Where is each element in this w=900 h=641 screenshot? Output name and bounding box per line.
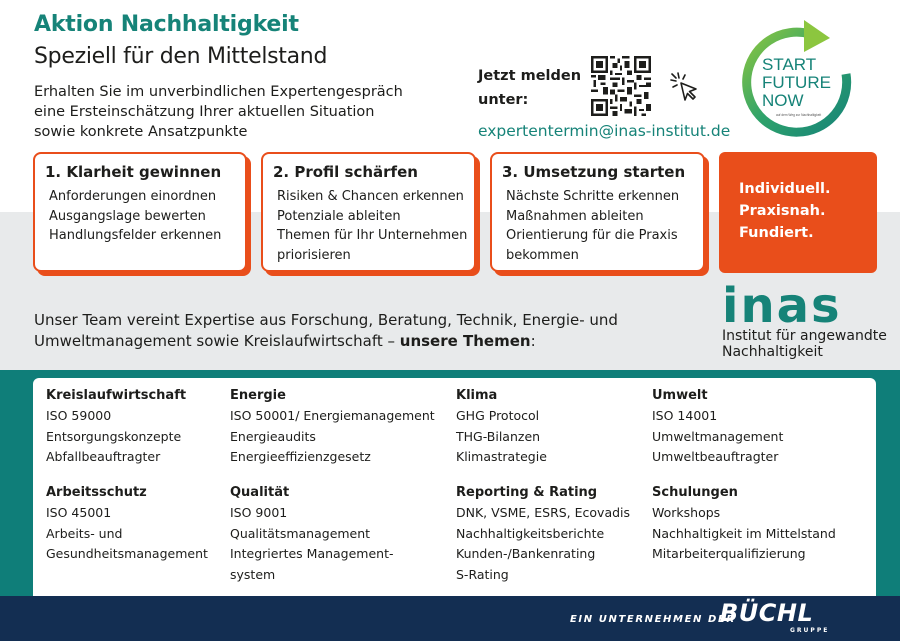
- footer-group: GRUPPE: [790, 627, 830, 634]
- topic-item: Mitarbeiterqualifizierung: [652, 546, 806, 561]
- topic-umwelt: [652, 386, 783, 468]
- intro-line: sowie konkrete Ansatzpunkte: [34, 124, 248, 140]
- team-line: [34, 331, 654, 352]
- topic-klima: [456, 386, 547, 468]
- inas-subline: Institut für angewandte: [722, 328, 887, 344]
- topic-item: ISO 59000: [46, 408, 112, 423]
- step-item: Ausgangslage bewerten: [49, 208, 206, 224]
- topic-title: Klima: [456, 388, 498, 403]
- topic-item: Klimastrategie: [456, 449, 547, 464]
- topic-qualitaet: [230, 483, 394, 585]
- team-line-prefix: Umweltmanagement sowie Kreislaufwirtschaft –: [34, 332, 400, 350]
- topic-kreislaufwirtschaft: [46, 386, 186, 468]
- footer-brand-logo: BÜCHL: [720, 599, 814, 627]
- topic-item: GHG Protocol: [456, 408, 540, 423]
- topic-item: system: [230, 566, 276, 582]
- topic-arbeitsschutz: [46, 483, 208, 565]
- inas-logo: [722, 278, 887, 360]
- qr-code-icon[interactable]: [591, 56, 651, 116]
- logo-line: START: [762, 55, 817, 74]
- step-item: priorisieren: [277, 247, 351, 263]
- step-card-1: [33, 152, 247, 272]
- inas-wordmark: inas: [722, 278, 842, 334]
- step-item: Handlungsfelder erkennen: [49, 228, 222, 243]
- step-item: Themen für Ihr Unternehmen: [277, 228, 468, 243]
- topic-item: Entsorgungskonzepte: [46, 428, 182, 444]
- topic-reporting-rating: [456, 483, 630, 585]
- team-line-strong: unsere Themen: [399, 332, 531, 350]
- topic-item: THG-Bilanzen: [456, 428, 541, 444]
- topic-item: Gesundheitsmanagement: [46, 546, 208, 561]
- topic-item: ISO 50001/ Energiemanagement: [230, 408, 435, 423]
- step-item: Risiken & Chancen erkennen: [277, 189, 464, 204]
- footer-prefix: EIN UNTERNEHMEN DER: [570, 614, 736, 625]
- topic-item: ISO 9001: [230, 505, 288, 520]
- topic-title: Qualität: [230, 485, 290, 500]
- team-text: [34, 310, 654, 352]
- cta-text: [478, 64, 581, 112]
- topic-item: Umweltbeauftragter: [652, 449, 779, 464]
- claim-line: Fundiert.: [739, 225, 814, 241]
- logo-line: NOW: [762, 91, 804, 110]
- team-line: Unser Team vereint Expertise aus Forschung, Beratung, Technik, Energie- und: [34, 311, 618, 329]
- step-title: 2. Profil schärfen: [273, 163, 418, 181]
- topic-item: Arbeits- und: [46, 525, 123, 541]
- step-title: 1. Klarheit gewinnen: [45, 163, 222, 181]
- topic-title: Arbeitsschutz: [46, 485, 147, 500]
- topic-item: DNK, VSME, ESRS, Ecovadis: [456, 505, 631, 520]
- topic-item: Workshops: [652, 505, 721, 520]
- intro-line: Erhalten Sie im unverbindlichen Expertengespräch: [34, 84, 403, 100]
- topic-title: Energie: [230, 388, 286, 403]
- step-item: Nächste Schritte erkennen: [506, 189, 680, 204]
- step-card-2: [261, 152, 476, 272]
- topic-item: ISO 14001: [652, 408, 718, 423]
- intro-text: [34, 82, 434, 142]
- topic-item: S-Rating: [456, 566, 509, 582]
- email-link[interactable]: expertentermin@inas-institut.de: [478, 122, 731, 140]
- topic-item: Nachhaltigkeit im Mittelstand: [652, 525, 836, 541]
- topic-item: Integriertes Management-: [230, 546, 394, 561]
- logo-tagline: auf dem Weg zur Nachhaltigkeit: [776, 113, 822, 117]
- topic-item: Umweltmanagement: [652, 428, 784, 444]
- step-item: Orientierung für die Praxis: [506, 228, 678, 243]
- claim-box: [719, 152, 877, 273]
- inas-subline: Nachhaltigkeit: [722, 344, 823, 360]
- topic-item: Qualitätsmanagement: [230, 525, 371, 541]
- topic-energie: [230, 386, 435, 468]
- claim-line: Individuell.: [739, 181, 831, 197]
- logo-line: FUTURE: [762, 73, 831, 92]
- topic-item: Abfallbeauftragter: [46, 449, 161, 464]
- claim-line: Praxisnah.: [739, 203, 826, 219]
- topic-item: ISO 45001: [46, 505, 112, 520]
- step-item: bekommen: [506, 247, 579, 263]
- campaign-subtitle: Speziell für den Mittelstand: [34, 44, 328, 69]
- team-line-suffix: :: [530, 332, 536, 350]
- topic-title: Kreislaufwirtschaft: [46, 388, 187, 403]
- campaign-title: Aktion Nachhaltigkeit: [34, 12, 299, 37]
- intro-line: eine Ersteinschätzung Ihrer aktuellen Situation: [34, 104, 375, 120]
- topic-item: Energieaudits: [230, 428, 316, 444]
- step-item: Potenziale ableiten: [277, 208, 401, 224]
- cta-line: unter:: [478, 92, 529, 108]
- topic-item: Kunden-/Bankenrating: [456, 546, 596, 561]
- topic-item: Energieeffizienzgesetz: [230, 449, 371, 464]
- topic-schulungen: [652, 483, 836, 565]
- topic-title: Schulungen: [652, 485, 738, 500]
- cta-line: Jetzt melden: [478, 68, 582, 84]
- step-card-3: [490, 152, 705, 272]
- topics-panel: [33, 378, 876, 596]
- start-future-now-logo: [734, 18, 864, 148]
- cursor-click-icon: [668, 70, 702, 104]
- step-item: Anforderungen einordnen: [49, 189, 217, 204]
- step-item: Maßnahmen ableiten: [506, 208, 644, 224]
- topic-title: Umwelt: [652, 388, 708, 403]
- topic-title: Reporting & Rating: [456, 485, 598, 500]
- topic-item: Nachhaltigkeitsberichte: [456, 525, 605, 541]
- step-title: 3. Umsetzung starten: [502, 163, 686, 181]
